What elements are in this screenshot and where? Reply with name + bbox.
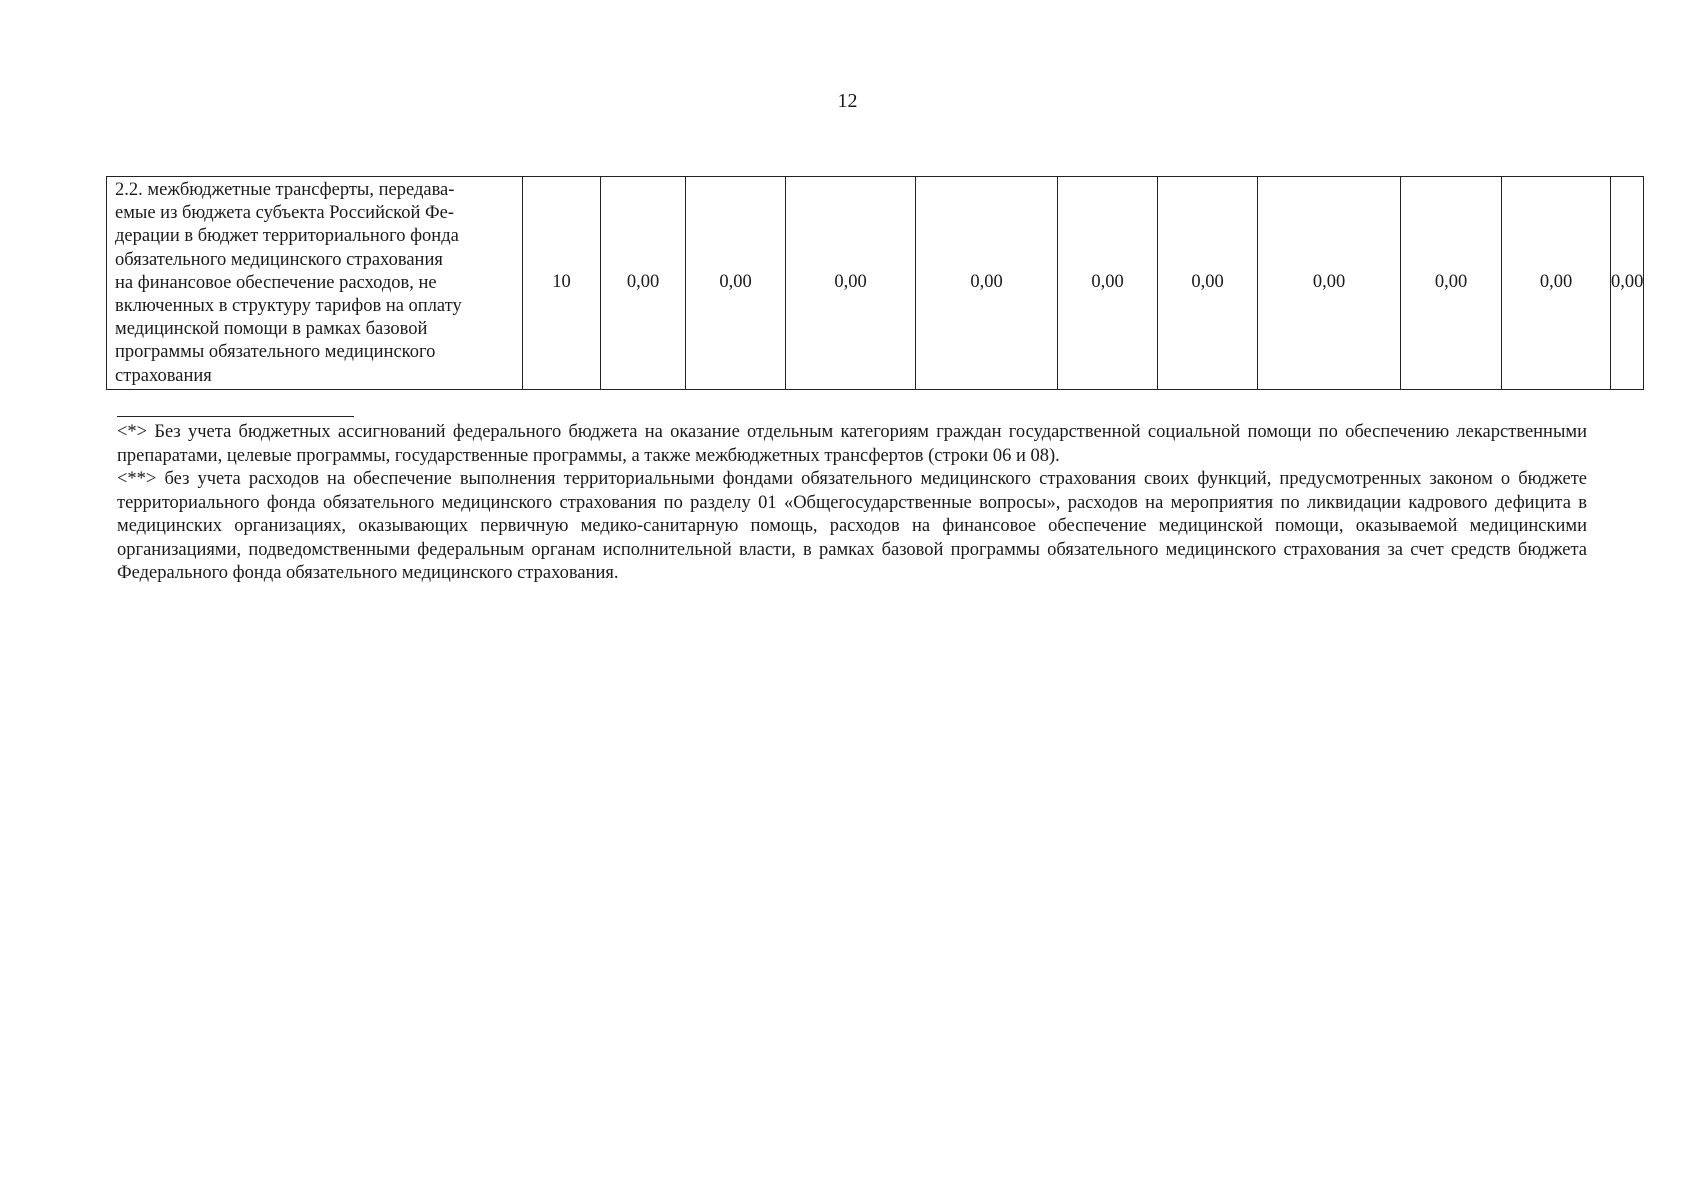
table-cell: 0,00	[686, 177, 786, 390]
table-row	[107, 177, 1644, 390]
row-description-line: емые из бюджета субъекта Российской Фе-	[115, 203, 454, 224]
footnote-1: <*> Без учета бюджетных ассигнований федерального бюджета на оказание отдельным категориям граждан государственной социальной помощи по обеспечению лекарственными препаратами, целевые программы, государственные программы, а также межбюджетных трансфертов (строки 06 и 08).	[117, 422, 1587, 466]
footnotes	[117, 416, 1587, 586]
table-cell: 0,00	[1502, 177, 1611, 390]
page-number: 12	[837, 90, 858, 112]
row-description-line: на финансовое обеспечение расходов, не	[115, 272, 437, 293]
table-cell: 0,00	[916, 177, 1058, 390]
data-table	[106, 176, 1644, 390]
table-cell: 0,00	[1058, 177, 1158, 390]
row-description-line: дерации в бюджет территориального фонда	[115, 226, 459, 247]
row-description-line: страхования	[115, 365, 212, 386]
row-description-line: 2.2. межбюджетные трансферты, передава-	[115, 180, 455, 200]
table-cell: 0,00	[786, 177, 916, 390]
footnote-2: <**> без учета расходов на обеспечение выполнения территориальными фондами обязательного медицинского страхования своих функций, предусмотренных законом о бюджете территориального фонда обязательного медицинского страхования по разделу 01 «Общегосударственные вопросы», расходов на мероприятия по ликвидации кадрового дефицита в медицинских организациях, оказывающих первичную медико-санитарную помощь, расходов на финансовое обеспечение медицинской помощи, оказываемой медицинскими организациями, подведомственными федеральным органам исполнительной власти, в рамках базовой программы обязательного медицинского страхования за счет средств бюджета Федерального фонда обязательного медицинского страхования.	[117, 469, 1587, 583]
footnote-divider	[117, 416, 354, 417]
row-description-line: медицинской помощи в рамках базовой	[115, 319, 428, 340]
table-cell: 0,00	[1258, 177, 1401, 390]
row-description-line: программы обязательного медицинского	[115, 342, 436, 363]
table-cell: 0,00	[1611, 177, 1644, 390]
table-cell: 0,00	[1158, 177, 1258, 390]
table-cell: 0,00	[1401, 177, 1502, 390]
table-cell: 0,00	[601, 177, 686, 390]
row-description	[107, 177, 523, 390]
row-description-line: включенных в структуру тарифов на оплату	[115, 296, 462, 317]
row-description-line: обязательного медицинского страхования	[115, 249, 443, 270]
row-line-number: 10	[523, 177, 601, 390]
